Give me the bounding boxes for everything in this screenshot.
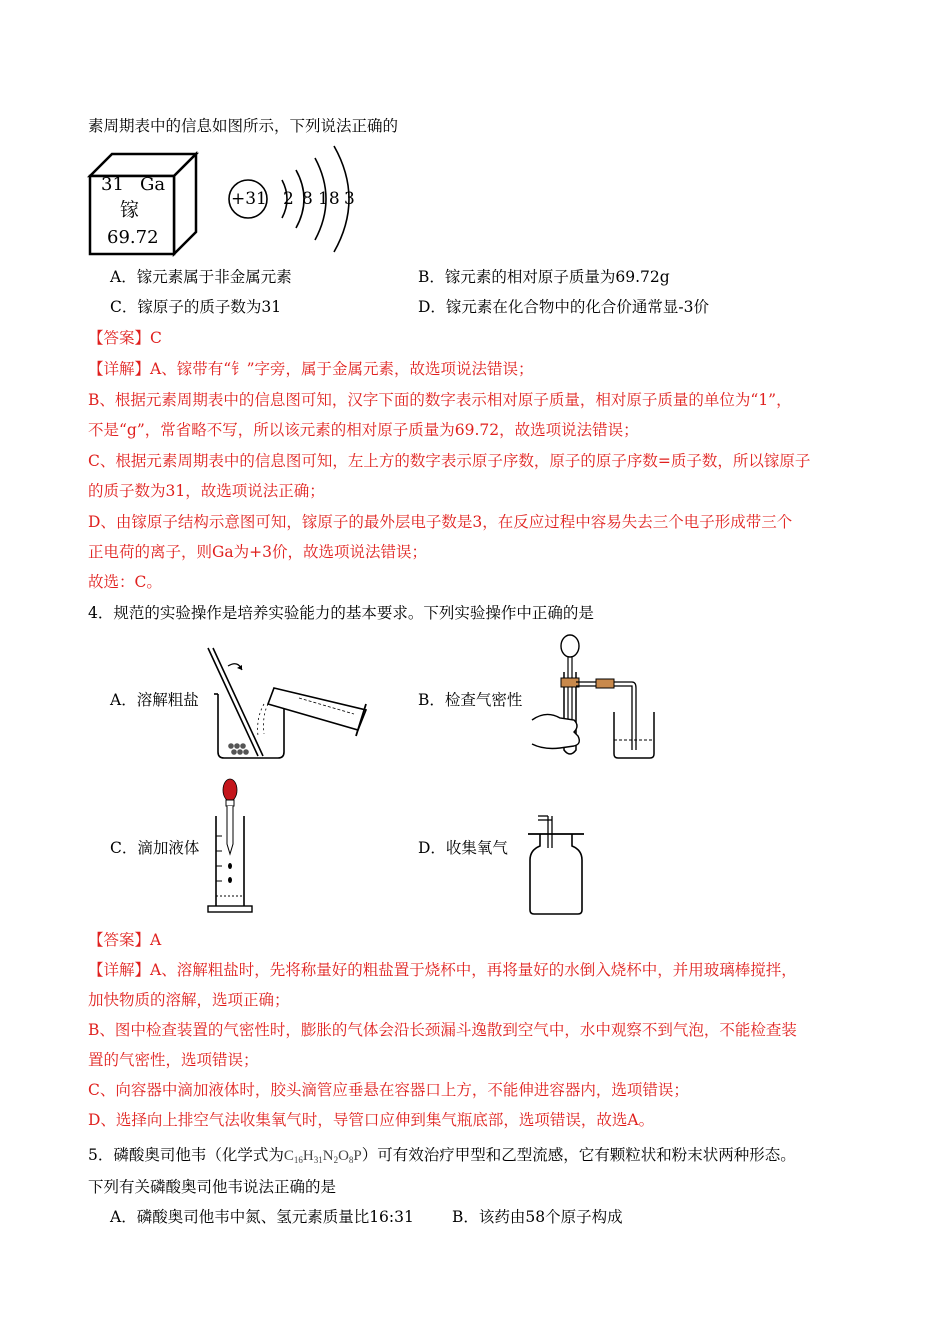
q5-option-b: B．该药由58个原子构成 bbox=[452, 1208, 623, 1226]
q3-option-b: B．镓元素的相对原子质量为69.72g bbox=[418, 268, 670, 286]
q3-stem: 素周期表中的信息如图所示，下列说法正确的 bbox=[88, 117, 399, 135]
q4-option-a: A．溶解粗盐 bbox=[110, 691, 199, 709]
airtightness-figure bbox=[530, 632, 660, 762]
q3-explain-line: 的质子数为31，故选项说法正确； bbox=[88, 482, 325, 500]
atom-shell-1: 2 bbox=[283, 189, 294, 209]
dissolve-salt-figure bbox=[204, 644, 374, 762]
tile-symbol: Ga bbox=[140, 174, 166, 195]
q5-option-a: A．磷酸奥司他韦中氮、氢元素质量比16:31 bbox=[110, 1208, 414, 1226]
q4-answer: 【答案】A bbox=[88, 931, 162, 949]
q3-option-d: D．镓元素在化合物中的化合价通常显-3价 bbox=[418, 298, 710, 316]
q3-explain-line: 正电荷的离子，则Ga为+3价，故选项说法错误； bbox=[88, 543, 427, 561]
q3-option-c: C．镓原子的质子数为31 bbox=[110, 298, 282, 316]
atom-shell-2: 8 bbox=[302, 189, 313, 209]
atom-nucleus: +31 bbox=[231, 189, 267, 209]
q3-option-a: A．镓元素属于非金属元素 bbox=[110, 268, 292, 286]
q4-explain-line: D、选择向上排空气法收集氧气时，导管口应伸到集气瓶底部，选项错误，故选A。 bbox=[88, 1111, 655, 1129]
q3-explain-line: 【详解】A、镓带有“钅”字旁，属于金属元素，故选项说法错误； bbox=[88, 360, 534, 378]
q3-explain-line: C、根据元素周期表中的信息图可知，左上方的数字表示原子序数，原子的原子序数=质子数，所以镓原子 bbox=[88, 452, 811, 470]
q3-answer: 【答案】C bbox=[88, 329, 162, 347]
q4-option-d: D．收集氧气 bbox=[418, 839, 508, 857]
q3-explain-line: 不是“g”，常省略不写，所以该元素的相对原子质量为69.72，故选项说法错误； bbox=[88, 421, 639, 439]
q5-stem-before: 5．磷酸奥司他韦（化学式为 bbox=[88, 1146, 284, 1164]
q4-explain-line: 加快物质的溶解，选项正确； bbox=[88, 991, 290, 1009]
q4-explain-line: 【详解】A、溶解粗盐时，先将称量好的粗盐置于烧杯中，再将量好的水倒入烧杯中，并用玻璃棒搅拌， bbox=[88, 961, 797, 979]
gas-bottle-figure bbox=[526, 814, 590, 916]
tile-mass: 69.72 bbox=[107, 227, 159, 248]
atom-shell-4: 3 bbox=[344, 189, 355, 209]
atom-shell-3: 18 bbox=[318, 189, 340, 209]
q4-option-c: C．滴加液体 bbox=[110, 839, 200, 857]
q4-stem: 4．规范的实验操作是培养实验能力的基本要求。下列实验操作中正确的是 bbox=[88, 604, 594, 622]
q3-explain-line: B、根据元素周期表中的信息图可知，汉字下面的数字表示相对原子质量，相对原子质量的单位为“1”， bbox=[88, 391, 792, 409]
q5-stem bbox=[88, 1144, 796, 1171]
q4-option-b: B．检查气密性 bbox=[418, 691, 523, 709]
q3-explain-line: D、由镓原子结构示意图可知，镓原子的最外层电子数是3，在反应过程中容易失去三个电子形成带三个 bbox=[88, 513, 793, 531]
tile-number: 31 bbox=[101, 174, 124, 195]
q4-explain-line: B、图中检查装置的气密性时，膨胀的气体会沿长颈漏斗逸散到空气中，水中观察不到气泡，不能检查装 bbox=[88, 1021, 797, 1039]
tile-name: 镓 bbox=[120, 199, 140, 221]
q3-explain-line: 故选：C。 bbox=[88, 573, 162, 591]
q5-stem-after: ）可有效治疗甲型和乙型流感，它有颗粒状和粉末状两种形态。 bbox=[361, 1146, 796, 1164]
q4-explain-line: C、向容器中滴加液体时，胶头滴管应垂悬在容器口上方，不能伸进容器内，选项错误； bbox=[88, 1081, 689, 1099]
q5-stem-line2: 下列有关磷酸奥司他韦说法正确的是 bbox=[88, 1178, 337, 1196]
q4-explain-line: 置的气密性，选项错误； bbox=[88, 1051, 259, 1069]
chemical-formula: $C_{16}H_{31}N_2O_8P$ bbox=[283, 1148, 362, 1165]
dropper-figure bbox=[204, 776, 254, 916]
